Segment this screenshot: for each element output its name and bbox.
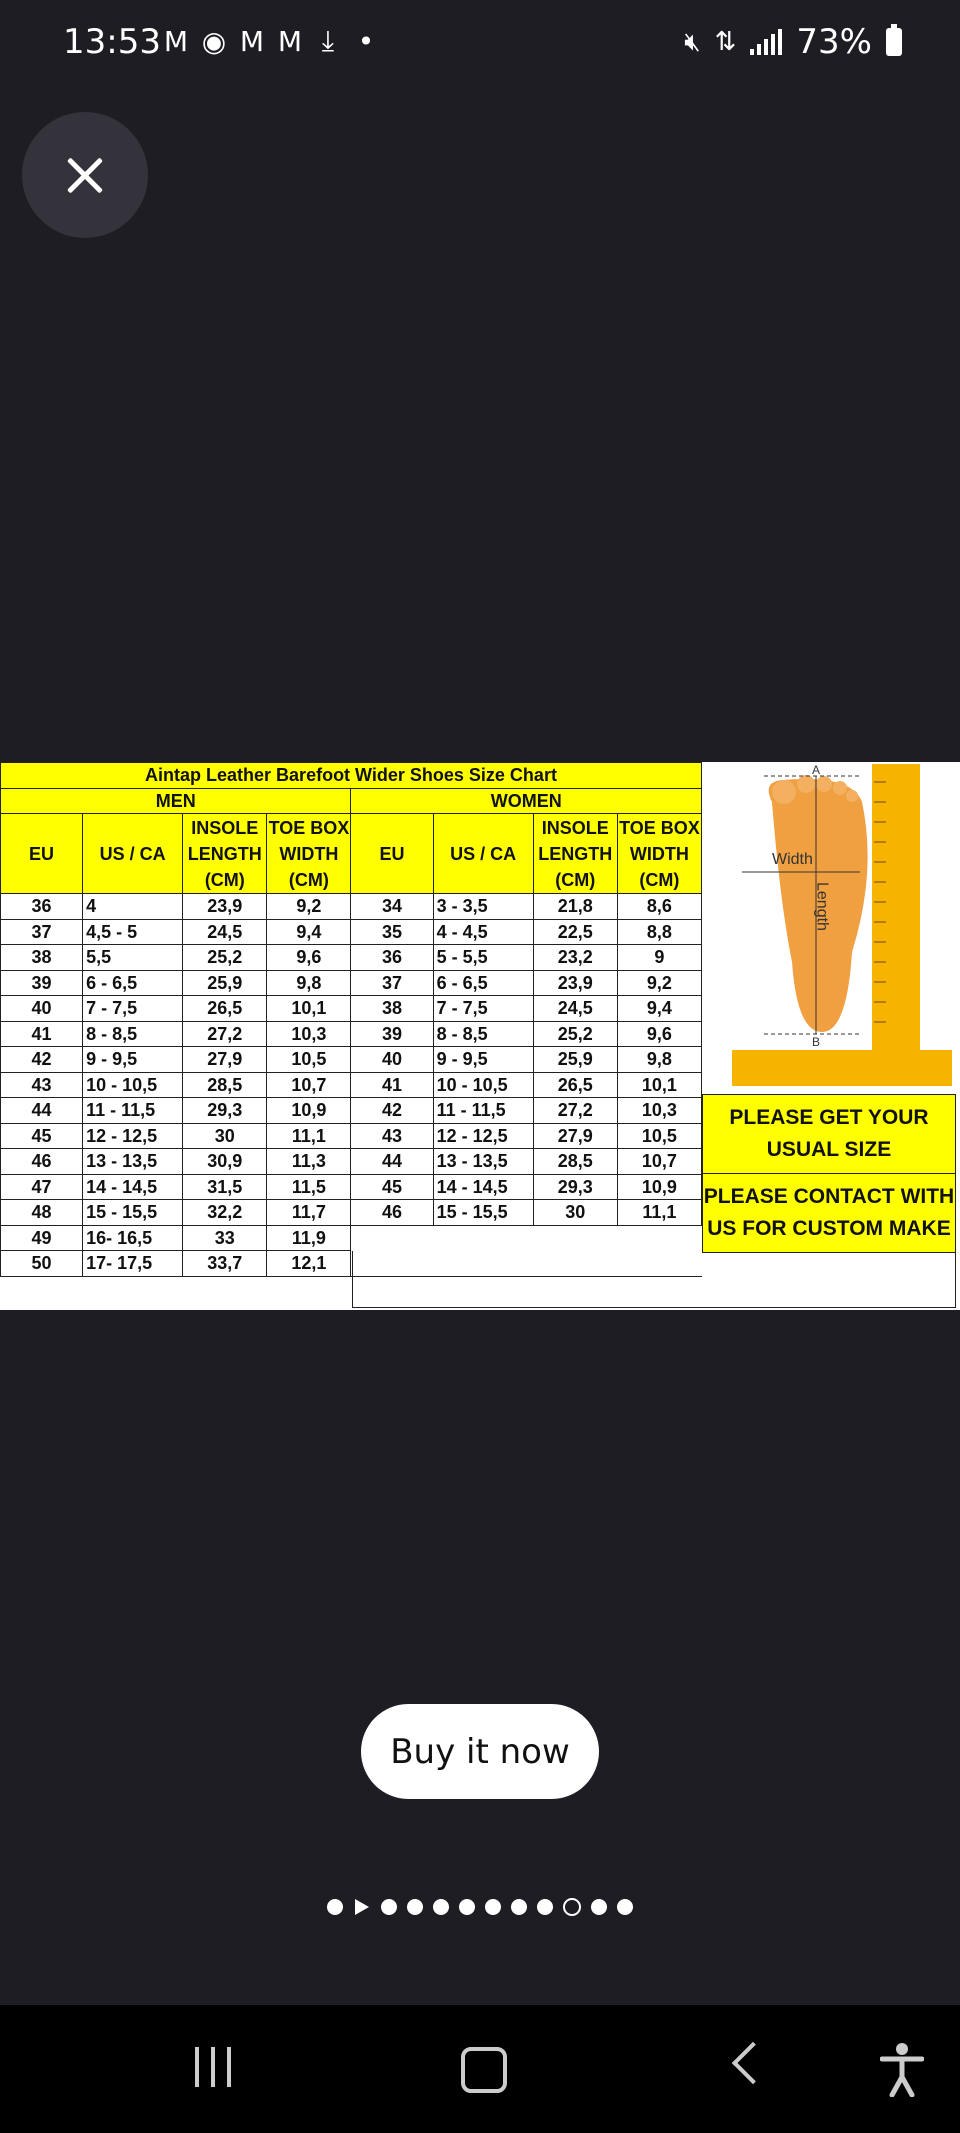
table-row [1, 1123, 702, 1149]
table-cell: 10,7 [267, 1072, 351, 1098]
table-cell: 48 [1, 1200, 83, 1226]
table-cell: 33 [183, 1225, 267, 1251]
table-cell: 9 - 9,5 [83, 1047, 183, 1073]
table-cell: 11,1 [617, 1200, 701, 1226]
table-cell: 21,8 [533, 894, 617, 920]
page-dot[interactable] [327, 1899, 343, 1915]
recents-icon[interactable] [195, 2047, 231, 2087]
page-dot[interactable] [617, 1899, 633, 1915]
table-cell: 10,9 [267, 1098, 351, 1124]
table-cell: 27,9 [533, 1123, 617, 1149]
table-cell: 25,9 [533, 1047, 617, 1073]
table-cell: 10,3 [617, 1098, 701, 1124]
table-cell: 9 - 9,5 [433, 1047, 533, 1073]
chart-title: Aintap Leather Barefoot Wider Shoes Size Chart [1, 763, 702, 789]
table-cell: 11,5 [267, 1174, 351, 1200]
table-cell: 10,9 [617, 1174, 701, 1200]
column-header: TOE BOX WIDTH (CM) [617, 814, 701, 894]
table-cell: 7 - 7,5 [83, 996, 183, 1022]
table-cell: 9,4 [617, 996, 701, 1022]
table-row [1, 1072, 702, 1098]
men-header: MEN [1, 788, 351, 814]
signal-icon [750, 29, 782, 55]
table-cell: 23,9 [183, 894, 267, 920]
messenger-icon: ◉ [201, 24, 227, 58]
status-right [684, 22, 902, 62]
home-icon[interactable] [461, 2047, 507, 2093]
table-cell: 25,2 [533, 1021, 617, 1047]
table-cell: 5,5 [83, 945, 183, 971]
table-cell: 43 [1, 1072, 83, 1098]
table-cell: 41 [351, 1072, 433, 1098]
table-cell: 44 [351, 1149, 433, 1175]
table-row [1, 970, 702, 996]
back-icon[interactable] [732, 2042, 774, 2084]
ruler-vertical [872, 764, 920, 1084]
column-header: EU [351, 814, 433, 894]
gmail-icon: M [239, 24, 265, 58]
table-cell: 15 - 15,5 [83, 1200, 183, 1226]
ruler-horizontal [732, 1050, 952, 1086]
battery-icon [886, 28, 902, 56]
table-row [1, 1149, 702, 1175]
navigation-bar [0, 2005, 960, 2133]
table-cell: 10 - 10,5 [433, 1072, 533, 1098]
current-page-dot[interactable] [563, 1898, 581, 1916]
table-cell: 50 [1, 1251, 83, 1277]
accessibility-icon[interactable] [880, 2041, 924, 2097]
page-dot[interactable] [407, 1899, 423, 1915]
table-cell: 40 [351, 1047, 433, 1073]
table-cell: 10,1 [617, 1072, 701, 1098]
table-row [1, 1174, 702, 1200]
notice-usual-size: PLEASE GET YOUR USUAL SIZE [702, 1094, 956, 1174]
page-dot[interactable] [433, 1899, 449, 1915]
table-cell: 11 - 11,5 [433, 1098, 533, 1124]
table-cell: 28,5 [183, 1072, 267, 1098]
table-cell: 29,3 [183, 1098, 267, 1124]
table-cell: 45 [351, 1174, 433, 1200]
status-time: 13:53 [63, 22, 161, 62]
battery-percent: 73% [796, 22, 872, 62]
table-cell: 8,8 [617, 919, 701, 945]
table-cell: 8,6 [617, 894, 701, 920]
table-cell: 27,2 [183, 1021, 267, 1047]
table-cell: 4 - 4,5 [433, 919, 533, 945]
table-cell: 9,2 [267, 894, 351, 920]
table-cell: 22,5 [533, 919, 617, 945]
table-cell: 31,5 [183, 1174, 267, 1200]
table-cell: 36 [351, 945, 433, 971]
table-row [1, 1098, 702, 1124]
table-cell: 14 - 14,5 [433, 1174, 533, 1200]
table-cell: 8 - 8,5 [83, 1021, 183, 1047]
table-cell: 16- 16,5 [83, 1225, 183, 1251]
table-cell: 25,9 [183, 970, 267, 996]
table-cell: 9,8 [617, 1047, 701, 1073]
column-header: INSOLE LENGTH (CM) [533, 814, 617, 894]
table-row [1, 919, 702, 945]
foot-width-label: Width [772, 851, 813, 868]
table-cell: 9,2 [617, 970, 701, 996]
table-cell: 42 [351, 1098, 433, 1124]
table-cell: 9,8 [267, 970, 351, 996]
table-cell: 41 [1, 1021, 83, 1047]
gmail-icon: M [163, 24, 189, 58]
size-table [0, 762, 702, 1277]
table-row [1, 1047, 702, 1073]
table-cell: 49 [1, 1225, 83, 1251]
table-cell: 11 - 11,5 [83, 1098, 183, 1124]
table-row [1, 1200, 702, 1226]
table-cell: 37 [1, 919, 83, 945]
table-cell: 10,5 [267, 1047, 351, 1073]
table-cell: 39 [1, 970, 83, 996]
table-cell: 37 [351, 970, 433, 996]
table-cell: 27,2 [533, 1098, 617, 1124]
page-dot[interactable] [485, 1899, 501, 1915]
table-cell: 42 [1, 1047, 83, 1073]
column-header: EU [1, 814, 83, 894]
table-cell: 36 [1, 894, 83, 920]
table-cell: 13 - 13,5 [83, 1149, 183, 1175]
table-cell: 25,2 [183, 945, 267, 971]
table-cell: 23,2 [533, 945, 617, 971]
table-cell: 27,9 [183, 1047, 267, 1073]
page-dot[interactable] [511, 1899, 527, 1915]
table-cell: 10,7 [617, 1149, 701, 1175]
table-cell: 30,9 [183, 1149, 267, 1175]
table-cell: 17- 17,5 [83, 1251, 183, 1277]
table-cell: 11,9 [267, 1225, 351, 1251]
table-cell: 32,2 [183, 1200, 267, 1226]
table-cell: 47 [1, 1174, 83, 1200]
table-cell: 33,7 [183, 1251, 267, 1277]
table-cell: 24,5 [183, 919, 267, 945]
empty-cell-area [352, 1251, 956, 1308]
table-cell: 4 [83, 894, 183, 920]
table-cell: 44 [1, 1098, 83, 1124]
table-cell: 12 - 12,5 [83, 1123, 183, 1149]
table-row [1, 894, 702, 920]
table-cell: 15 - 15,5 [433, 1200, 533, 1226]
foot-length-label: Length [813, 882, 831, 931]
table-cell: 11,3 [267, 1149, 351, 1175]
table-cell: 14 - 14,5 [83, 1174, 183, 1200]
table-cell: 9,6 [267, 945, 351, 971]
table-cell: 39 [351, 1021, 433, 1047]
table-cell: 26,5 [183, 996, 267, 1022]
table-cell: 6 - 6,5 [433, 970, 533, 996]
table-cell: 10,1 [267, 996, 351, 1022]
table-cell: 45 [1, 1123, 83, 1149]
page-dot[interactable] [459, 1899, 475, 1915]
table-cell: 4,5 - 5 [83, 919, 183, 945]
table-cell: 11,1 [267, 1123, 351, 1149]
data-icon: ⇅ [714, 27, 737, 57]
video-page-icon[interactable] [355, 1899, 369, 1915]
table-cell: 40 [1, 996, 83, 1022]
table-row [1, 1021, 702, 1047]
table-cell: 7 - 7,5 [433, 996, 533, 1022]
table-cell: 9 [617, 945, 701, 971]
gmail-icon: M [277, 24, 303, 58]
foot-measure-illustration [702, 762, 960, 1092]
page-dot[interactable] [381, 1899, 397, 1915]
table-cell: 10,5 [617, 1123, 701, 1149]
dot-icon: • [357, 24, 375, 58]
image-pager[interactable] [0, 1898, 960, 1916]
column-header: US / CA [83, 814, 183, 894]
size-chart-image [0, 762, 960, 1310]
table-row [1, 1225, 702, 1251]
table-row [1, 996, 702, 1022]
table-cell: 28,5 [533, 1149, 617, 1175]
table-cell: 30 [533, 1200, 617, 1226]
table-cell: 43 [351, 1123, 433, 1149]
table-cell: 9,6 [617, 1021, 701, 1047]
table-cell: 38 [351, 996, 433, 1022]
table-cell: 34 [351, 894, 433, 920]
table-cell: 10 - 10,5 [83, 1072, 183, 1098]
svg-text:A: A [812, 763, 821, 777]
table-cell: 9,4 [267, 919, 351, 945]
table-cell: 3 - 3,5 [433, 894, 533, 920]
column-header: TOE BOX WIDTH (CM) [267, 814, 351, 894]
table-cell: 26,5 [533, 1072, 617, 1098]
table-cell: 12 - 12,5 [433, 1123, 533, 1149]
table-cell: 10,3 [267, 1021, 351, 1047]
table-cell: 30 [183, 1123, 267, 1149]
page-dot[interactable] [591, 1899, 607, 1915]
buy-it-now-button[interactable]: Buy it now [361, 1704, 599, 1799]
table-cell: 29,3 [533, 1174, 617, 1200]
table-cell: 8 - 8,5 [433, 1021, 533, 1047]
women-header: WOMEN [351, 788, 702, 814]
status-bar [0, 0, 960, 90]
close-button[interactable] [22, 112, 148, 238]
notification-icons [160, 24, 382, 58]
svg-text:B: B [812, 1035, 821, 1049]
table-cell: 23,9 [533, 970, 617, 996]
table-cell: 12,1 [267, 1251, 351, 1277]
notice-custom-make: PLEASE CONTACT WITH US FOR CUSTOM MAKE [702, 1173, 956, 1253]
table-cell: 5 - 5,5 [433, 945, 533, 971]
page-dot[interactable] [537, 1899, 553, 1915]
table-cell: 11,7 [267, 1200, 351, 1226]
column-header: US / CA [433, 814, 533, 894]
table-cell: 35 [351, 919, 433, 945]
table-cell: 13 - 13,5 [433, 1149, 533, 1175]
table-cell: 46 [351, 1200, 433, 1226]
column-header: INSOLE LENGTH (CM) [183, 814, 267, 894]
table-cell: 38 [1, 945, 83, 971]
download-icon: ⤓ [321, 24, 335, 57]
table-cell: 6 - 6,5 [83, 970, 183, 996]
mute-icon: 🔇︎ [684, 26, 701, 57]
table-cell: 24,5 [533, 996, 617, 1022]
table-row [1, 945, 702, 971]
table-cell: 46 [1, 1149, 83, 1175]
